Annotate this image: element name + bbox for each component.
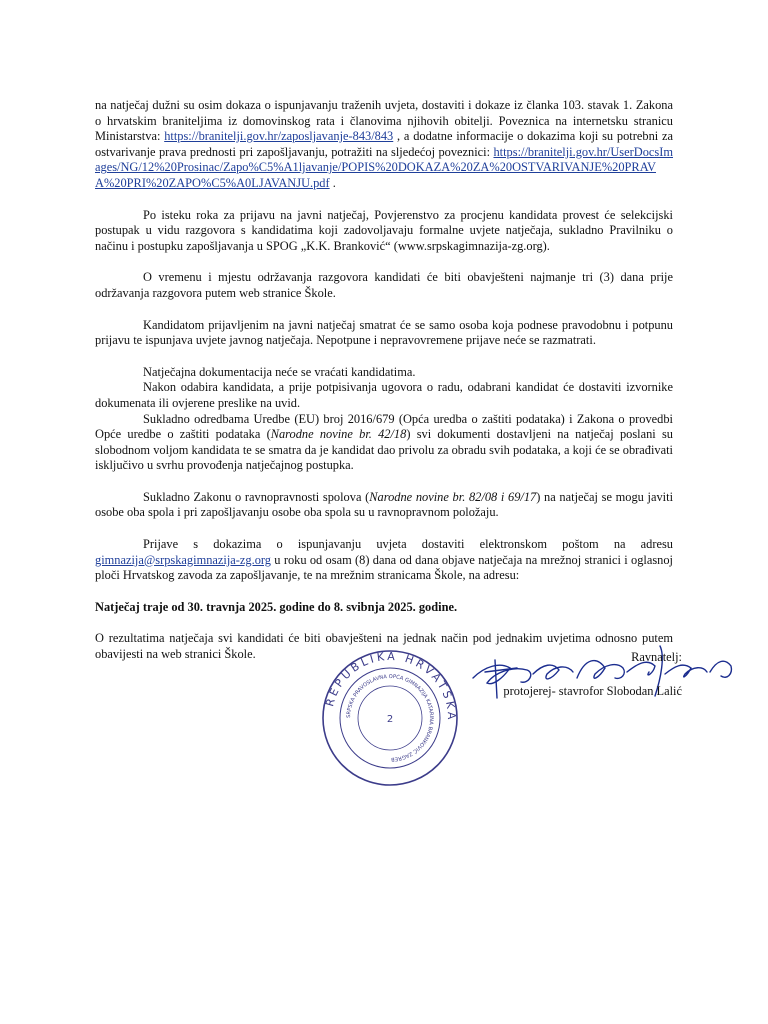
signature-name: protojerej- stavrofor Slobodan Lalić <box>503 683 682 698</box>
paragraph-veterans: na natječaj dužni su osim dokaza o ispunjavanju traženih uvjeta, dostaviti i dokaze iz članka 103. stavak 1. Zakona o hrvatskim braniteljima iz domovinskog rata i članovima njihovih obitelji. Poveznica na internetsku stranicu Ministarstva: https://branitelji.gov.hr/zaposljavanje-843/843 , a dodatne informacije o dokazima koji su potrebni za ostvarivanje prava prednosti pri zapošljavanju, potražiti na sljedećoj poveznici: https://branitelji.gov.hr/UserDocsImages/NG/12%20Prosinac/Zapo%C5%A1ljavanje/POPIS%20DOKAZA%20ZA%20OSTVARIVANJE%20PRAVA%20PRI%20ZAPO%C5%A0LJAVANJU.pdf . <box>95 98 673 190</box>
signature-block <box>422 650 682 699</box>
paragraph-equality: Sukladno Zakonu o ravnopravnosti spolova (Narodne novine br. 82/08 i 69/17) na natječaj se mogu javiti osobe oba spola i pri zapošljavanju osobe oba spola su u ravnopravnom položaju. <box>95 489 674 520</box>
document-body <box>95 98 673 663</box>
stamp-number: 2 <box>386 714 394 725</box>
paragraph-candidates: Kandidatom prijavljenim na javni natječaj smatrat će se samo osoba koja podnese pravodobnu i potpunu prijavu te ispunjava uvjete javnog natječaja. Nepotpune i nepravovremene prijave neće se razmatrati. <box>95 317 673 348</box>
ministry-link[interactable]: https://branitelji.gov.hr/zaposljavanje-843/843 <box>164 129 394 144</box>
signature-role: Ravnatelj: <box>631 650 682 664</box>
evidence-list-link[interactable]: https://branitelji.gov.hr/UserDocsImages/NG/12%20Prosinac/Zapo%C5%A1ljavanje/POPIS%20DOKAZA%20ZA%20OSTVARIVANJE%20PRAVA%20PRI%20ZAPO%C5%A0LJAVANJU.pdf <box>95 144 673 190</box>
stamp-inner-text: SRPSKA PRAVOSLAVNA OPĆA GIMNAZIJA KATARINA BRANKOVIĆ ZAGREB <box>345 673 435 763</box>
paragraph-results: O rezultatima natječaja svi kandidati će biti obavješteni na jednak način pod jednakim uvjetima odnosno putem obavijesti na web stranici Škole. <box>95 631 673 662</box>
paragraph-selection: Po isteku roka za prijavu na javni natječaj, Povjerenstvo za procjenu kandidata provest će selekcijski postupak u vidu razgovora s kandidatima koji zadovoljavaju formalne uvjete natječaja, sukladno Pravilniku o načinu i postupku zapošljavanja u SPOG „K.K. Branković“ (www.srpskagimnazija-zg.org). <box>95 207 673 253</box>
paragraph-originals: Nakon odabira kandidata, a prije potpisivanja ugovora o radu, odabrani kandidat će dostaviti izvornike dokumenata ili ovjerene preslike na uvid. <box>95 380 673 410</box>
paragraph-interview: O vremenu i mjestu održavanja razgovora kandidati će biti obavješteni najmanje tri (3) dana prije održavanja razgovora putem web stranice Škole. <box>95 270 673 300</box>
paragraph-gdpr: Sukladno odredbama Uredbe (EU) broj 2016/679 (Opća uredba o zaštiti podataka) i Zakona o provedbi Opće uredbe o zaštiti podataka (Narodne novine br. 42/18) svi dokumenti dostavljeni na natječaj poslani su slobodnom voljom kandidata te se smatra da je kandidat dao privolu za obradu svih podataka, a koji će se obrađivati isključivo u svrhu provođenja natječajnog postupka. <box>95 411 673 473</box>
email-link[interactable]: gimnazija@srpskagimnazija-zg.org <box>95 552 271 567</box>
paragraph-duration: Natječaj traje od 30. travnja 2025. godine do 8. svibnja 2025. godine. <box>95 599 458 614</box>
paragraph-documentation: Natječajna dokumentacija neće se vraćati kandidatima. <box>143 364 416 379</box>
paragraph-applications: Prijave s dokazima o ispunjavanju uvjeta dostaviti elektronskom poštom na adresu gimnazija@srpskagimnazija-zg.org u roku od osam (8) dana od dana objave natječaja na mrežnoj stranici i oglasnoj ploči Hrvatskog zavoda za zapošljavanje, te na mrežnim stranicama Škole, na adresu: <box>95 537 673 583</box>
stamp-outer-text: REPUBLIKA HRVATSKA <box>323 649 459 723</box>
